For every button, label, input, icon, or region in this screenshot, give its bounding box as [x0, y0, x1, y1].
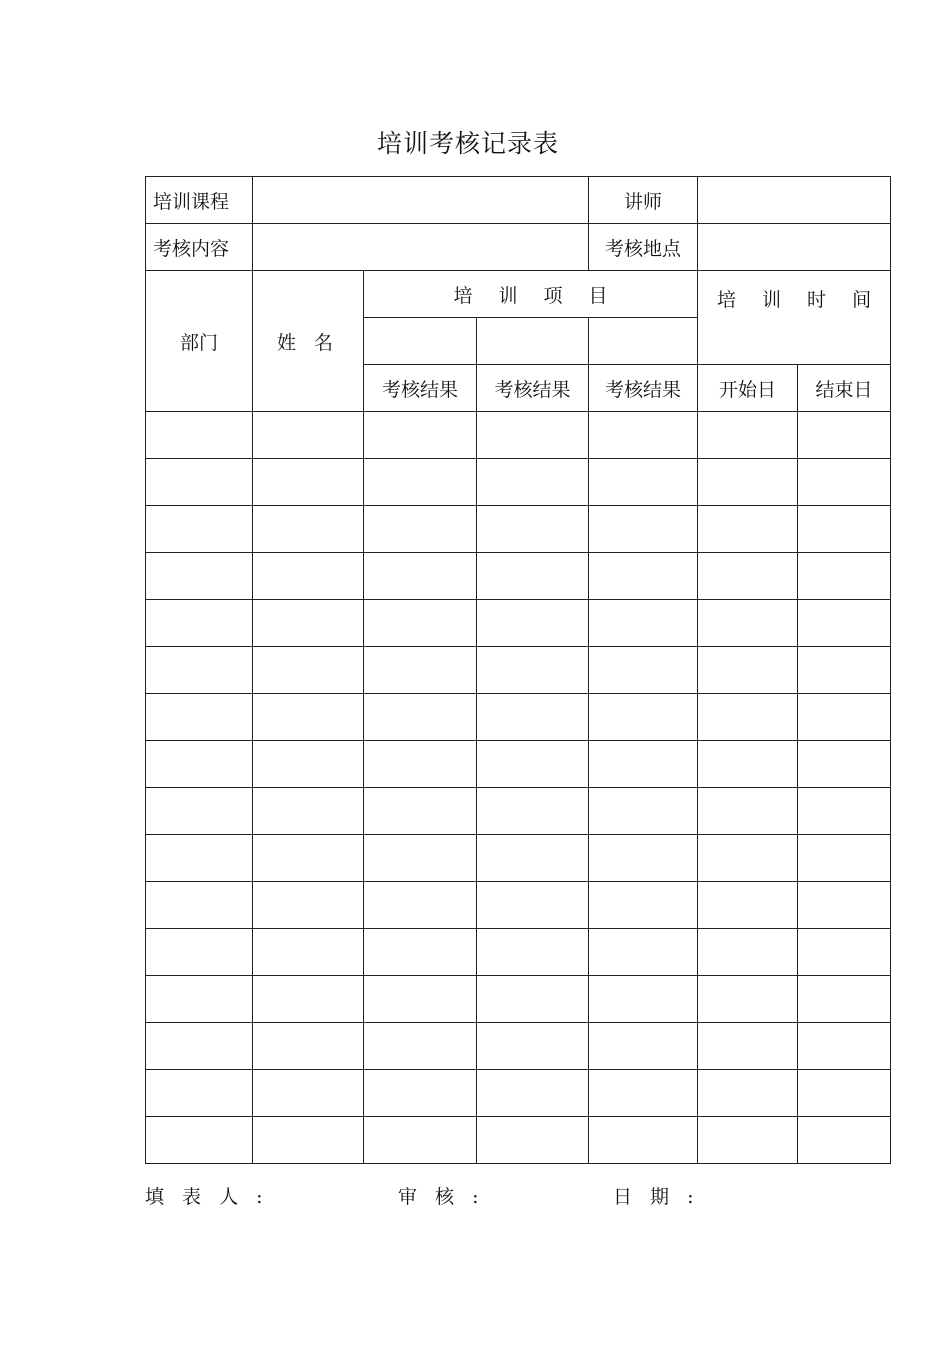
end-date-cell[interactable]: [798, 1023, 891, 1070]
table-row: [146, 835, 891, 882]
start-date-cell[interactable]: [698, 553, 798, 600]
item-1-result-cell[interactable]: [364, 741, 477, 788]
table-row: [146, 788, 891, 835]
date-label: 日 期 :: [613, 1186, 700, 1208]
item-2-result-cell[interactable]: [477, 976, 589, 1023]
start-date-cell[interactable]: [698, 1023, 798, 1070]
name-cell[interactable]: [253, 1023, 364, 1070]
item-2-result-cell[interactable]: [477, 788, 589, 835]
name-cell[interactable]: [253, 741, 364, 788]
name-cell[interactable]: [253, 1117, 364, 1164]
start-date-header: 开始日: [698, 365, 798, 412]
item-2-result-cell[interactable]: [477, 412, 589, 459]
item-2-result-cell[interactable]: [477, 553, 589, 600]
item-3-result-cell[interactable]: [589, 1023, 698, 1070]
department-cell[interactable]: [146, 929, 253, 976]
end-date-cell[interactable]: [798, 788, 891, 835]
start-date-cell[interactable]: [698, 506, 798, 553]
item-1-result-cell[interactable]: [364, 1070, 477, 1117]
item-1-result-cell[interactable]: [364, 882, 477, 929]
item-1-result-cell[interactable]: [364, 976, 477, 1023]
item-2-result-cell[interactable]: [477, 600, 589, 647]
item-1-result-cell[interactable]: [364, 459, 477, 506]
name-cell[interactable]: [253, 835, 364, 882]
item-1-result-cell[interactable]: [364, 553, 477, 600]
name-cell[interactable]: [253, 1070, 364, 1117]
department-cell[interactable]: [146, 506, 253, 553]
filler-label: 填 表 人 :: [145, 1186, 269, 1208]
item-3-result-cell[interactable]: [589, 882, 698, 929]
department-cell[interactable]: [146, 788, 253, 835]
end-date-cell[interactable]: [798, 976, 891, 1023]
item-2-result-cell[interactable]: [477, 882, 589, 929]
table-row: [146, 929, 891, 976]
item-1-result-cell[interactable]: [364, 929, 477, 976]
item-3-result-cell[interactable]: [589, 1070, 698, 1117]
table-row: [146, 412, 891, 459]
table-row: [146, 1117, 891, 1164]
department-cell[interactable]: [146, 882, 253, 929]
location-label: 考核地点: [589, 224, 698, 271]
table-row: [146, 600, 891, 647]
item-2-result-cell[interactable]: [477, 459, 589, 506]
item-2-result-cell[interactable]: [477, 1070, 589, 1117]
training-item-3-name[interactable]: [589, 318, 698, 365]
name-cell[interactable]: [253, 647, 364, 694]
name-cell[interactable]: [253, 882, 364, 929]
name-cell[interactable]: [253, 600, 364, 647]
item-3-result-cell[interactable]: [589, 929, 698, 976]
name-cell[interactable]: [253, 553, 364, 600]
training-time-header: 培 训 时 间: [698, 271, 891, 365]
department-cell[interactable]: [146, 694, 253, 741]
name-cell[interactable]: [253, 694, 364, 741]
course-label: 培训课程: [146, 177, 253, 224]
department-cell[interactable]: [146, 976, 253, 1023]
table-row: [146, 553, 891, 600]
department-cell[interactable]: [146, 412, 253, 459]
department-cell[interactable]: [146, 835, 253, 882]
item-1-result-cell[interactable]: [364, 1023, 477, 1070]
training-assessment-table: [145, 176, 891, 1164]
item-3-result-cell[interactable]: [589, 835, 698, 882]
item-1-result-cell[interactable]: [364, 788, 477, 835]
end-date-cell[interactable]: [798, 1117, 891, 1164]
end-date-cell[interactable]: [798, 459, 891, 506]
end-date-cell[interactable]: [798, 929, 891, 976]
end-date-cell[interactable]: [798, 412, 891, 459]
start-date-cell[interactable]: [698, 647, 798, 694]
item-2-result-cell[interactable]: [477, 647, 589, 694]
item-3-result-cell[interactable]: [589, 694, 698, 741]
table-row: [146, 976, 891, 1023]
name-header: 姓 名: [253, 271, 364, 412]
item-3-result-cell[interactable]: [589, 459, 698, 506]
item-2-result-cell[interactable]: [477, 835, 589, 882]
form-title: 培训考核记录表: [376, 129, 559, 158]
start-date-cell[interactable]: [698, 1070, 798, 1117]
table-row: [146, 459, 891, 506]
item-2-result-cell[interactable]: [477, 506, 589, 553]
reviewer-label: 审 核 :: [398, 1186, 485, 1208]
name-cell[interactable]: [253, 506, 364, 553]
table-row: [146, 1023, 891, 1070]
name-cell[interactable]: [253, 788, 364, 835]
item-3-result-cell[interactable]: [589, 600, 698, 647]
item-2-result-cell[interactable]: [477, 694, 589, 741]
course-field[interactable]: [253, 177, 589, 224]
item-3-result-cell[interactable]: [589, 788, 698, 835]
end-date-cell[interactable]: [798, 694, 891, 741]
name-cell[interactable]: [253, 412, 364, 459]
table-row: [146, 741, 891, 788]
start-date-cell[interactable]: [698, 412, 798, 459]
end-date-cell[interactable]: [798, 741, 891, 788]
item-2-result-cell[interactable]: [477, 741, 589, 788]
start-date-cell[interactable]: [698, 1117, 798, 1164]
content-field[interactable]: [253, 224, 589, 271]
department-cell[interactable]: [146, 741, 253, 788]
end-date-cell[interactable]: [798, 553, 891, 600]
item-3-result-cell[interactable]: [589, 553, 698, 600]
table-row: [146, 882, 891, 929]
department-cell[interactable]: [146, 1023, 253, 1070]
item-1-result-cell[interactable]: [364, 835, 477, 882]
item-3-result-cell[interactable]: [589, 647, 698, 694]
item-1-result-cell[interactable]: [364, 506, 477, 553]
end-date-cell[interactable]: [798, 835, 891, 882]
end-date-cell[interactable]: [798, 647, 891, 694]
location-field[interactable]: [698, 224, 891, 271]
training-item-2-name[interactable]: [477, 318, 589, 365]
start-date-cell[interactable]: [698, 929, 798, 976]
start-date-cell[interactable]: [698, 459, 798, 506]
name-cell[interactable]: [253, 976, 364, 1023]
start-date-cell[interactable]: [698, 741, 798, 788]
item-3-result-cell[interactable]: [589, 506, 698, 553]
start-date-cell[interactable]: [698, 976, 798, 1023]
training-item-1-name[interactable]: [364, 318, 477, 365]
department-cell[interactable]: [146, 600, 253, 647]
item-3-result-cell[interactable]: [589, 1117, 698, 1164]
table-row: [146, 647, 891, 694]
lecturer-field[interactable]: [698, 177, 891, 224]
item-1-result-cell[interactable]: [364, 647, 477, 694]
item-1-result-cell[interactable]: [364, 412, 477, 459]
item-1-result-cell[interactable]: [364, 1117, 477, 1164]
item-1-result-cell[interactable]: [364, 600, 477, 647]
item-2-result-cell[interactable]: [477, 1117, 589, 1164]
item-3-result-cell[interactable]: [589, 741, 698, 788]
result-header-3: 考核结果: [589, 365, 698, 412]
name-cell[interactable]: [253, 459, 364, 506]
item-1-result-cell[interactable]: [364, 694, 477, 741]
end-date-cell[interactable]: [798, 600, 891, 647]
table-row: [146, 506, 891, 553]
result-header-1: 考核结果: [364, 365, 477, 412]
end-date-cell[interactable]: [798, 882, 891, 929]
end-date-cell[interactable]: [798, 1070, 891, 1117]
start-date-cell[interactable]: [698, 694, 798, 741]
department-cell[interactable]: [146, 1070, 253, 1117]
name-cell[interactable]: [253, 929, 364, 976]
item-3-result-cell[interactable]: [589, 976, 698, 1023]
content-label: 考核内容: [146, 224, 253, 271]
lecturer-label: 讲师: [589, 177, 698, 224]
start-date-cell[interactable]: [698, 600, 798, 647]
start-date-cell[interactable]: [698, 788, 798, 835]
item-2-result-cell[interactable]: [477, 1023, 589, 1070]
department-cell[interactable]: [146, 1117, 253, 1164]
item-3-result-cell[interactable]: [589, 412, 698, 459]
end-date-header: 结束日: [798, 365, 891, 412]
training-items-header: 培 训 项 目: [364, 271, 698, 318]
start-date-cell[interactable]: [698, 882, 798, 929]
department-header: 部门: [146, 271, 253, 412]
item-2-result-cell[interactable]: [477, 929, 589, 976]
table-row: [146, 1070, 891, 1117]
department-cell[interactable]: [146, 647, 253, 694]
table-row: [146, 694, 891, 741]
department-cell[interactable]: [146, 553, 253, 600]
result-header-2: 考核结果: [477, 365, 589, 412]
department-cell[interactable]: [146, 459, 253, 506]
end-date-cell[interactable]: [798, 506, 891, 553]
start-date-cell[interactable]: [698, 835, 798, 882]
